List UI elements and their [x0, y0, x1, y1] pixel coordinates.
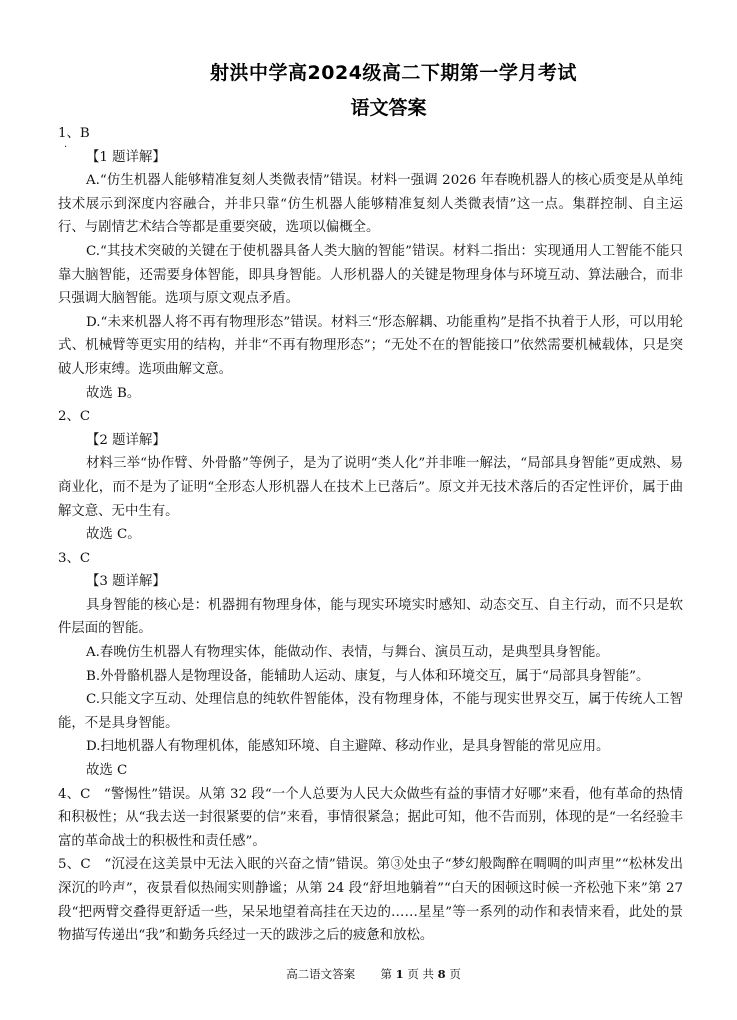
exam-subtitle: 语文答案	[350, 97, 427, 119]
exam-title: 射洪中学高2024级高二下期第一学月考试	[210, 62, 577, 84]
q1-option-c: C.“其技术突破的关键在于使机器具备人类大脑的智能”错误。材料二指出：实现通用人工智能不能只靠大脑智能，还需要身体智能，即具身智能。人形机器人的关键是物理身体与环境互动、算法融合，而非只强调大脑智能。选项与原文观点矛盾。	[58, 243, 683, 307]
footer-page-number: 1	[395, 967, 404, 981]
footer-total-pages: 8	[437, 967, 446, 981]
footer-course: 高二语文答案	[286, 967, 356, 981]
q1-option-d: D.“未来机器人将不再有物理形态”错误。材料三“形态解耦、功能重构”是指不执着于人形，可以用轮式、机械臂等更实用的结构，并非“不再有物理形态”；“无处不在的智能接口”依然需要机械载体，只是突破人形束缚。选项曲解文意。	[58, 314, 683, 377]
footer-di: 第	[380, 967, 392, 981]
q4-answer: 4、C “警惕性”错误。从第 32 段“一个人总要为人民大众做些有益的事情才好哪”来看，他有革命的热情和积极性；从“我去送一封很紧要的信”来看，事情很紧急；据此可知，他不告而别，体现的是“一名经验丰富的革命战士的积极性和责任感”。	[58, 786, 683, 849]
q1-heading: 【1 题详解】	[86, 149, 166, 165]
q3-body: 具身智能的核心是：机器拥有物理身体，能与现实环境实时感知、动态交互、自主行动，而不只是软件层面的智能。	[58, 597, 683, 637]
q2-heading: 【2 题详解】	[86, 432, 166, 448]
answer-content: 1、B · 【1 题详解】 A.“仿生机器人能够精准复刻人类微表情”错误。材料一强调 2026 年春晚机器人的核心质变是从单纯技术展示到深度内容融合，并非只靠“仿生机器人能够精准复刻人类微表情”这一点。集群控制、自主运行、与剧情艺术结合等都是重要突破，选项以偏概全。 C.“其技术突破的关键在于使机器具备人类大脑的智能”错误。材料二指出：实现通用人工智能不能只靠大脑智能，还需要身体智能，即具身智能。人形机器人的关键是物理身体与环境互动、算法融合，而非只强调大脑智能。选项与原文观点矛盾。 D.“未来机器人将不再有物理形态”错误。材料三“形态解耦、功能重构”是指不执着于人形，可以用轮式、机械臂等更实用的结构，并非“不再有物理形态”；“无处不在的智能接口”依然需要机械载体，只是突破人形束缚。选项曲解文意。 故选 B。 2、C 【2 题详解】 材料三举“协作臂、外骨骼”等例子，是为了说明“类人化”并非唯一解法，“局部具身智能”更成熟、易商业化，而不是为了证明“全形态人形机器人在技术上已落后”。原文并无技术落后的否定性评价，属于曲解文意、无中生有。 故选 C。 3、C 【3 题详解】 具身智能的核心是：机器拥有物理身体，能与现实环境实时感知、动态交互、自主行动，而不只是软件层面的智能。 A.春晚仿生机器人有物理实体，能做动作、表情，与舞台、演员互动，是典型具身智能。 B.外骨骼机器人是物理设备，能辅助人运动、康复，与人体和环境交互，属于“局部具身智能”。 C.只能文字互动、处理信息的纯软件智能体，没有物理身体，不能与现实世界交互，属于传统人工智能，不是具身智能。 D.扫地机器人有物理机体，能感知环境、自主避障、移动作业，是具身智能的常见应用。 故选 C 4、C “警惕性”错误。从第 32 段“一个人总要为人民大众做些有益的事情才好哪”来看，他有革命的热情和积极性；从“我去送一封很紧要的信”来看，事情很紧急；据此可知，他不告而别，体现的是“一名经验丰富的革命战士的积极性和责任感”。 5、C “沉浸在这美景中无法入眠的兴奋之情”错误。第③处虫子“梦幻般陶醉在啁啁的叫声里”“松林发出深沉的吟声”，夜景看似热闹实则静谧；从第 24 段“舒坦地躺着”“白天的困顿这时候一齐松弛下来”第 27 段“把两臂交叠得更舒适一些，呆呆地望着高挂在天边的……星星”等一系列的动作和表情来看，此处的景物描写传递出“我”和勤务兵经过一天的跋涉之后的疲惫和放松。	[58, 122, 683, 948]
q2-conclusion: 故选 C。	[86, 527, 141, 543]
q3-answer: 3、C	[58, 550, 91, 566]
q1-answer: 1、B	[58, 126, 90, 141]
q3-heading: 【3 题详解】	[86, 574, 166, 590]
q2-body: 材料三举“协作臂、外骨骼”等例子，是为了说明“类人化”并非唯一解法，“局部具身智能”更成熟、易商业化，而不是为了证明“全形态人形机器人在技术上已落后”。原文并无技术落后的否定性评价，属于曲解文意、无中生有。	[58, 456, 683, 519]
q5-answer: 5、C “沉浸在这美景中无法入眠的兴奋之情”错误。第③处虫子“梦幻般陶醉在啁啁的叫声里”“松林发出深沉的吟声”，夜景看似热闹实则静谧；从第 24 段“舒坦地躺着”“白天的困顿这时候一齐松弛下来”第 27 段“把两臂交叠得更舒适一些，呆呆地望着高挂在天边的……星星”等一系列的动作和表情来看，此处的景物描写传递出“我”和勤务兵经过一天的跋涉之后的疲惫和放松。	[58, 857, 683, 944]
q3-conclusion: 故选 C	[86, 763, 128, 779]
q1-conclusion: 故选 B。	[86, 385, 141, 401]
footer-gong: 共	[422, 967, 434, 981]
q1-option-a: A.“仿生机器人能够精准复刻人类微表情”错误。材料一强调 2026 年春晚机器人的核心质变是从单纯技术展示到深度内容融合，并非只靠“仿生机器人能够精准复刻人类微表情”这一点。集群控制、自主运行、与剧情艺术结合等都是重要突破，选项以偏概全。	[58, 173, 683, 236]
footer-ye2: 页	[449, 967, 461, 981]
q3-option-b: B.外骨骼机器人是物理设备，能辅助人运动、康复，与人体和环境交互，属于“局部具身智能”。	[86, 668, 650, 684]
q3-option-a: A.春晚仿生机器人有物理实体，能做动作、表情，与舞台、演员互动，是典型具身智能。	[86, 645, 609, 661]
footer-ye: 页	[407, 967, 419, 981]
page-footer	[0, 966, 737, 982]
q3-option-c: C.只能文字互动、处理信息的纯软件智能体，没有物理身体，不能与现实世界交互，属于传统人工智能，不是具身智能。	[58, 692, 683, 731]
q3-option-d: D.扫地机器人有物理机体，能感知环境、自主避障、移动作业，是具身智能的常见应用。	[86, 739, 610, 755]
q2-answer: 2、C	[58, 409, 91, 425]
